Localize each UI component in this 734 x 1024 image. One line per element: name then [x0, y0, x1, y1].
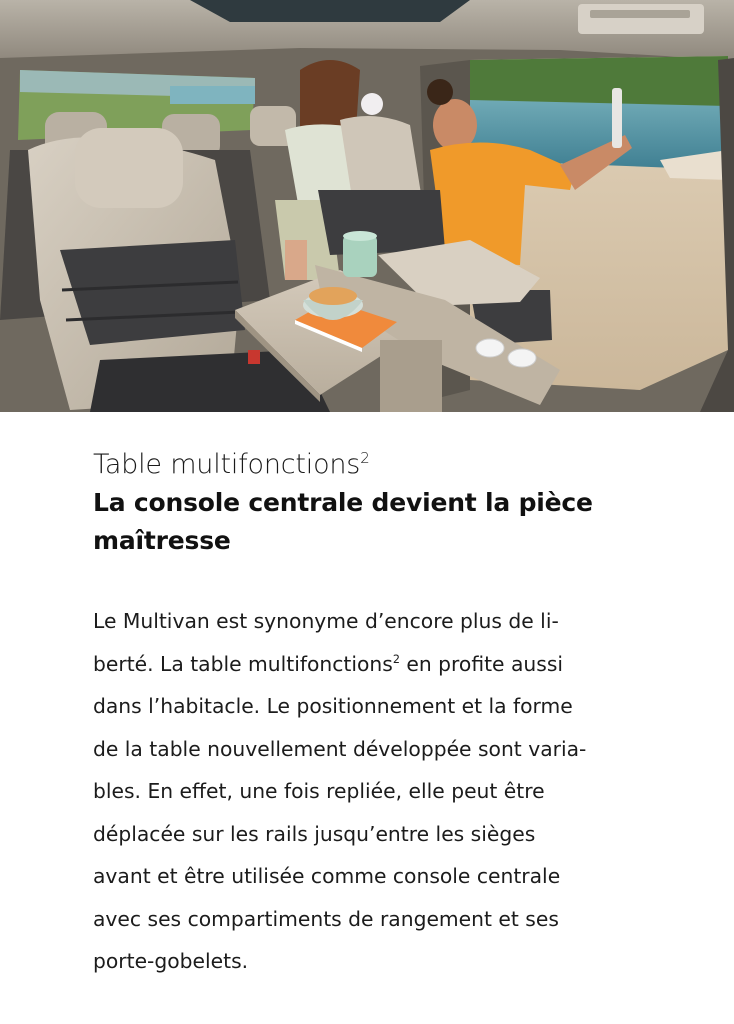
- headrest: [75, 128, 183, 208]
- phone: [612, 88, 622, 148]
- headline-line: maîtresse: [93, 526, 231, 555]
- foliage: [470, 56, 728, 108]
- body-line: Le Multivan est synonyme d’encore plus de li-: [93, 609, 559, 633]
- footnote-ref: 2: [392, 652, 400, 666]
- body-text-fragment: en profite aussi: [399, 651, 564, 676]
- body-line: de la table nouvellement développée sont varia-: [93, 736, 587, 761]
- body-line: avant et être utilisée comme console centrale: [93, 864, 561, 888]
- body-text-fragment: berté. La table multifonctions: [93, 651, 393, 676]
- body-line: dans l’habitacle. Le positionnement et la forme: [93, 694, 573, 718]
- body-line: avec ses compartiments de rangement et ses: [93, 906, 559, 931]
- body-paragraph: [93, 600, 653, 983]
- article: [93, 446, 653, 983]
- body-line: porte-gobelets.: [93, 949, 249, 973]
- mint-cup: [343, 235, 377, 277]
- bubble: [361, 93, 383, 115]
- body-line: [93, 643, 653, 686]
- headline: [93, 484, 653, 560]
- headline-line: La console centrale devient la pièce: [93, 488, 593, 517]
- sunglasses: [476, 339, 504, 357]
- body-line: bles. En effet, une fois repliée, elle peut être: [93, 779, 545, 803]
- footnote-ref: 2: [360, 449, 370, 467]
- hero-image: [0, 0, 734, 412]
- panoramic-roof: [190, 0, 470, 22]
- roof-vent: [578, 4, 704, 34]
- interior-photo: [0, 0, 734, 412]
- eyebrow-text: Table multifonctions: [93, 449, 361, 480]
- section-eyebrow: [93, 446, 653, 484]
- body-line: déplacée sur les rails jusqu’entre les sièges: [93, 821, 536, 846]
